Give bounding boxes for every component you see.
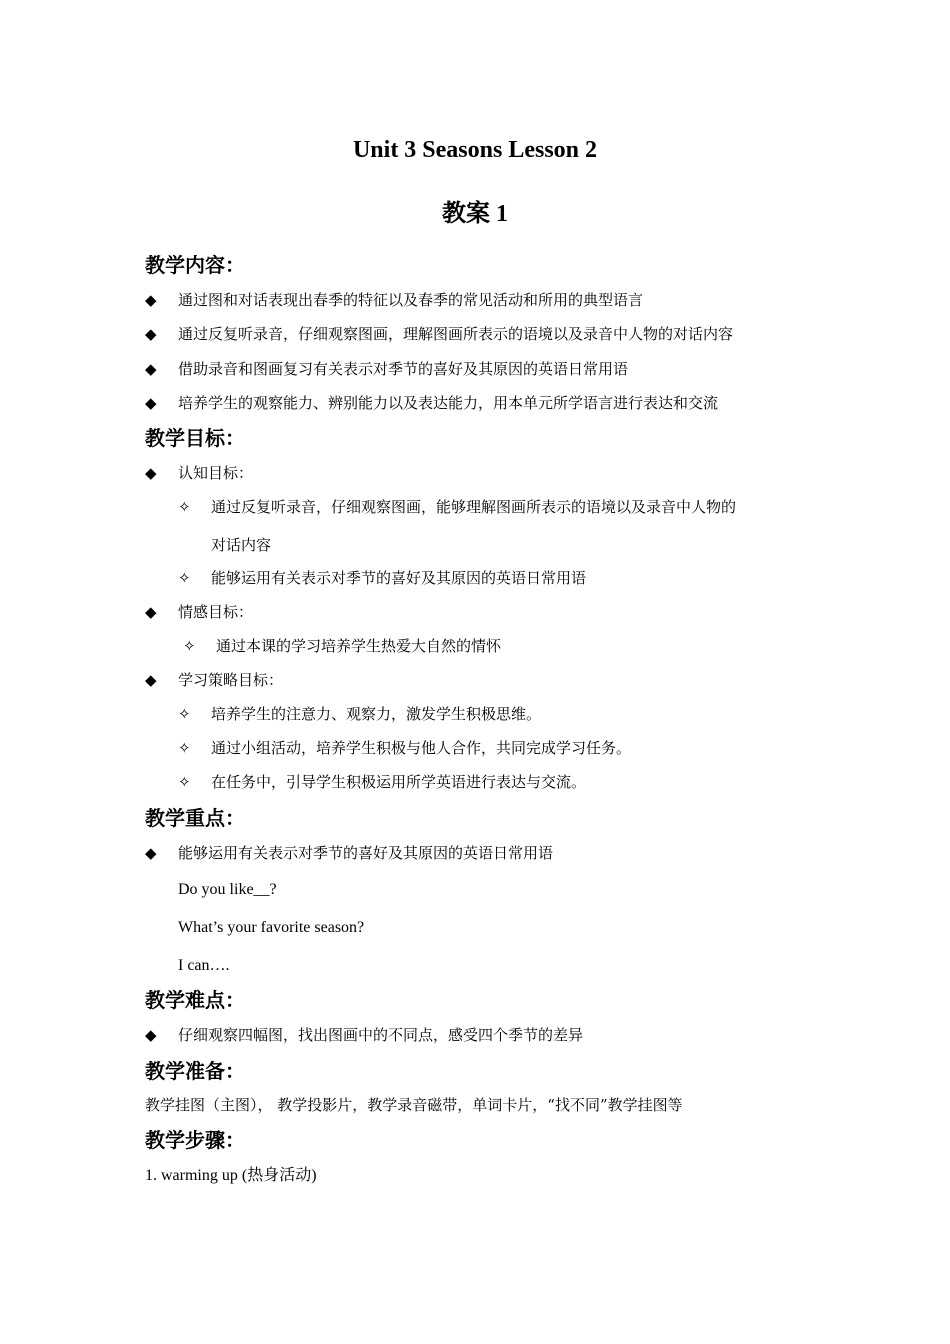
example-sentence: Do you like__? xyxy=(178,881,277,898)
bullet-icon: ◆ xyxy=(145,291,157,309)
sub-bullet-icon: ✧ xyxy=(178,569,191,587)
example-sentence: I can…. xyxy=(178,957,230,974)
bullet-icon: ◆ xyxy=(145,360,157,378)
example-sentence: What’s your favorite season? xyxy=(178,919,365,936)
content-item: 通过图和对话表现出春季的特征以及春季的常见活动和所用的典型语言 xyxy=(178,291,644,309)
difficulty-item: 仔细观察四幅图，找出图画中的不同点，感受四个季节的差异 xyxy=(178,1026,584,1044)
bullet-icon: ◆ xyxy=(145,603,157,621)
sub-bullet-icon: ✧ xyxy=(183,637,196,655)
goal-item: 通过反复听录音，仔细观察图画，能够理解图画所表示的语境以及录音中人物的 xyxy=(211,498,737,516)
content-item: 通过反复听录音，仔细观察图画，理解图画所表示的语境以及录音中人物的对话内容 xyxy=(178,325,734,343)
goal-item-continuation: 对话内容 xyxy=(211,536,272,554)
section-heading-goals: 教学目标： xyxy=(145,426,245,450)
bullet-icon: ◆ xyxy=(145,464,157,482)
content-item: 借助录音和图画复习有关表示对季节的喜好及其原因的英语日常用语 xyxy=(178,360,629,378)
bullet-icon: ◆ xyxy=(145,1026,157,1044)
goal-label-emotional: 情感目标： xyxy=(178,603,254,621)
goal-item: 通过本课的学习培养学生热爱大自然的情怀 xyxy=(216,637,502,655)
document-subtitle: 教案 1 xyxy=(442,201,508,227)
sub-bullet-icon: ✧ xyxy=(178,773,191,791)
goal-label-cognitive: 认知目标： xyxy=(178,464,254,482)
section-heading-steps: 教学步骤： xyxy=(145,1128,245,1152)
goal-item: 在任务中，引导学生积极运用所学英语进行表达与交流。 xyxy=(211,773,587,791)
bullet-icon: ◆ xyxy=(145,325,157,343)
bullet-icon: ◆ xyxy=(145,844,157,862)
sub-bullet-icon: ✧ xyxy=(178,705,191,723)
sub-bullet-icon: ✧ xyxy=(178,498,191,516)
document-title: Unit 3 Seasons Lesson 2 xyxy=(352,137,598,163)
section-heading-key-points: 教学重点： xyxy=(145,806,245,830)
section-heading-preparation: 教学准备： xyxy=(145,1059,245,1083)
goal-item: 培养学生的注意力、观察力，激发学生积极思维。 xyxy=(211,705,542,723)
goal-item: 能够运用有关表示对季节的喜好及其原因的英语日常用语 xyxy=(211,569,587,587)
section-heading-difficulties: 教学难点： xyxy=(145,988,245,1012)
step-item: 1. warming up (热身活动) xyxy=(145,1167,317,1184)
goal-item: 通过小组活动，培养学生积极与他人合作，共同完成学习任务。 xyxy=(211,739,632,757)
content-item: 培养学生的观察能力、辨别能力以及表达能力，用本单元所学语言进行表达和交流 xyxy=(178,394,719,412)
preparation-text: 教学挂图（主图）， 教学投影片，教学录音磁带，单词卡片，“找不同”教学挂图等 xyxy=(145,1096,683,1114)
goal-label-strategy: 学习策略目标： xyxy=(178,671,284,689)
bullet-icon: ◆ xyxy=(145,394,157,412)
section-heading-content: 教学内容： xyxy=(145,253,245,277)
bullet-icon: ◆ xyxy=(145,671,157,689)
key-point-item: 能够运用有关表示对季节的喜好及其原因的英语日常用语 xyxy=(178,844,554,862)
sub-bullet-icon: ✧ xyxy=(178,739,191,757)
